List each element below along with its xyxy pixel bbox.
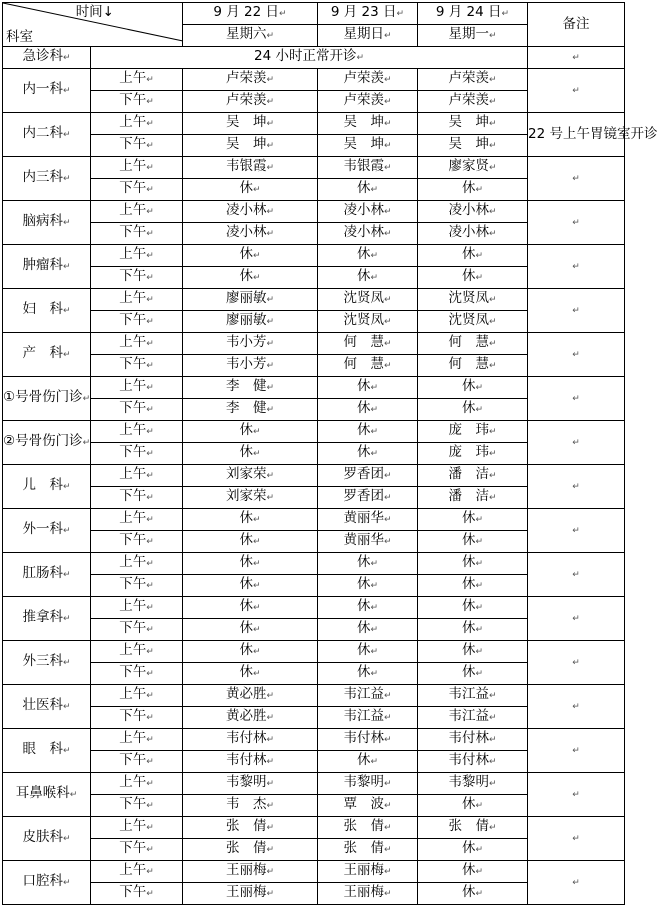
- time-slot-am: 上午↵: [91, 289, 183, 311]
- doctor-cell: 罗香团↵: [318, 487, 418, 509]
- doctor-cell: 卢荣羡↵: [183, 91, 318, 113]
- doctor-cell: 休↵: [418, 399, 528, 421]
- time-slot-pm: 下午↵: [91, 91, 183, 113]
- doctor-cell: 王丽梅↵: [183, 861, 318, 883]
- doctor-cell: 休↵: [418, 575, 528, 597]
- time-slot-am: 上午↵: [91, 69, 183, 91]
- doctor-cell: 沈贤凤↵: [318, 311, 418, 333]
- doctor-cell: 何 慧↵: [418, 355, 528, 377]
- remark-cell: ↵: [528, 421, 625, 465]
- doctor-cell: 休↵: [418, 883, 528, 905]
- time-slot-am: 上午↵: [91, 729, 183, 751]
- doctor-cell: 韦江益↵: [418, 685, 528, 707]
- doctor-cell: 休↵: [318, 399, 418, 421]
- dept-name: 外一科↵: [3, 509, 91, 553]
- doctor-cell: 休↵: [318, 553, 418, 575]
- emergency-dept: 急诊科↵: [3, 47, 91, 69]
- corner-room-label: 科室: [6, 29, 33, 45]
- doctor-cell: 卢荣羡↵: [418, 69, 528, 91]
- doctor-cell: 休↵: [318, 421, 418, 443]
- time-slot-am: 上午↵: [91, 157, 183, 179]
- doctor-cell: 廖丽敏↵: [183, 311, 318, 333]
- time-slot-pm: 下午↵: [91, 179, 183, 201]
- doctor-cell: 休↵: [318, 267, 418, 289]
- doctor-cell: 罗香团↵: [318, 465, 418, 487]
- doctor-cell: 何 慧↵: [418, 333, 528, 355]
- doctor-cell: 凌小林↵: [183, 201, 318, 223]
- emergency-note: ↵: [528, 47, 625, 69]
- doctor-cell: 休↵: [418, 839, 528, 861]
- remark-cell: ↵: [528, 509, 625, 553]
- dept-name: 眼 科↵: [3, 729, 91, 773]
- doctor-cell: 韦小芳↵: [183, 355, 318, 377]
- remark-cell: ↵: [528, 289, 625, 333]
- doctor-cell: 廖家贤↵: [418, 157, 528, 179]
- doctor-cell: 吴 坤↵: [418, 113, 528, 135]
- doctor-cell: 休↵: [318, 377, 418, 399]
- doctor-cell: 韦付林↵: [318, 729, 418, 751]
- doctor-cell: 黄必胜↵: [183, 685, 318, 707]
- doctor-cell: 休↵: [318, 575, 418, 597]
- time-slot-am: 上午↵: [91, 465, 183, 487]
- doctor-cell: 何 慧↵: [318, 355, 418, 377]
- table-row: [3, 465, 625, 487]
- time-slot-am: 上午↵: [91, 245, 183, 267]
- date-header-day2: 9 月 23 日↵: [318, 3, 418, 25]
- doctor-cell: 韦小芳↵: [183, 333, 318, 355]
- doctor-cell: 休↵: [318, 245, 418, 267]
- dept-name: 产 科↵: [3, 333, 91, 377]
- corner-time-label: 时间↓: [75, 4, 114, 20]
- remark-cell: 22 号上午胃镜室开诊: [528, 113, 625, 157]
- dept-name: ①号骨伤门诊↵: [3, 377, 91, 421]
- doctor-cell: 休↵: [418, 267, 528, 289]
- doctor-cell: 休↵: [418, 795, 528, 817]
- doctor-cell: 刘家荣↵: [183, 465, 318, 487]
- time-slot-am: 上午↵: [91, 773, 183, 795]
- remark-cell: ↵: [528, 597, 625, 641]
- remark-cell: ↵: [528, 157, 625, 201]
- time-slot-pm: 下午↵: [91, 839, 183, 861]
- doctor-cell: 休↵: [183, 663, 318, 685]
- time-slot-am: 上午↵: [91, 377, 183, 399]
- duty-schedule-table: [2, 2, 657, 905]
- table-row: [3, 157, 625, 179]
- doctor-cell: 覃 波↵: [318, 795, 418, 817]
- remark-cell: ↵: [528, 861, 625, 905]
- doctor-cell: 黄丽华↵: [318, 509, 418, 531]
- remark-cell: ↵: [528, 817, 625, 861]
- time-slot-pm: 下午↵: [91, 883, 183, 905]
- doctor-cell: 休↵: [418, 245, 528, 267]
- doctor-cell: 韦付林↵: [183, 751, 318, 773]
- doctor-cell: 休↵: [183, 245, 318, 267]
- time-slot-pm: 下午↵: [91, 751, 183, 773]
- time-slot-am: 上午↵: [91, 509, 183, 531]
- time-slot-am: 上午↵: [91, 861, 183, 883]
- doctor-cell: 韦付林↵: [183, 729, 318, 751]
- dept-name: 内一科↵: [3, 69, 91, 113]
- time-slot-am: 上午↵: [91, 553, 183, 575]
- doctor-cell: 凌小林↵: [418, 201, 528, 223]
- doctor-cell: 韦黎明↵: [418, 773, 528, 795]
- time-slot-pm: 下午↵: [91, 399, 183, 421]
- doctor-cell: 吴 坤↵: [318, 113, 418, 135]
- time-slot-pm: 下午↵: [91, 267, 183, 289]
- doctor-cell: 黄必胜↵: [183, 707, 318, 729]
- doctor-cell: 王丽梅↵: [183, 883, 318, 905]
- header-row: [3, 3, 625, 25]
- doctor-cell: 韦付林↵: [418, 729, 528, 751]
- dept-name: 壮医科↵: [3, 685, 91, 729]
- table-row: [3, 773, 625, 795]
- time-slot-am: 上午↵: [91, 685, 183, 707]
- table-row: [3, 553, 625, 575]
- time-slot-pm: 下午↵: [91, 707, 183, 729]
- remark-cell: ↵: [528, 377, 625, 421]
- doctor-cell: 休↵: [418, 179, 528, 201]
- table-row: [3, 509, 625, 531]
- doctor-cell: 韦江益↵: [318, 707, 418, 729]
- remark-cell: ↵: [528, 465, 625, 509]
- doctor-cell: 吴 坤↵: [183, 135, 318, 157]
- doctor-cell: 休↵: [418, 531, 528, 553]
- doctor-cell: 吴 坤↵: [183, 113, 318, 135]
- doctor-cell: 休↵: [418, 509, 528, 531]
- remark-cell: ↵: [528, 201, 625, 245]
- doctor-cell: 休↵: [183, 619, 318, 641]
- doctor-cell: 卢荣羡↵: [318, 69, 418, 91]
- doctor-cell: 休↵: [318, 641, 418, 663]
- doctor-cell: 卢荣羡↵: [183, 69, 318, 91]
- doctor-cell: 李 健↵: [183, 399, 318, 421]
- doctor-cell: 张 倩↵: [183, 839, 318, 861]
- doctor-cell: 卢荣羡↵: [418, 91, 528, 113]
- time-slot-am: 上午↵: [91, 597, 183, 619]
- doctor-cell: 休↵: [183, 421, 318, 443]
- remark-header: 备注: [528, 3, 625, 47]
- doctor-cell: 张 倩↵: [183, 817, 318, 839]
- table-row: [3, 333, 625, 355]
- doctor-cell: 休↵: [183, 509, 318, 531]
- doctor-cell: 沈贤凤↵: [418, 289, 528, 311]
- doctor-cell: 凌小林↵: [318, 223, 418, 245]
- doctor-cell: 刘家荣↵: [183, 487, 318, 509]
- date-header-day3: 9 月 24 日↵: [418, 3, 528, 25]
- doctor-cell: 休↵: [183, 641, 318, 663]
- doctor-cell: 休↵: [183, 267, 318, 289]
- doctor-cell: 凌小林↵: [318, 201, 418, 223]
- dept-name: 外三科↵: [3, 641, 91, 685]
- doctor-cell: 休↵: [418, 861, 528, 883]
- doctor-cell: 休↵: [318, 443, 418, 465]
- emergency-row: [3, 47, 625, 69]
- doctor-cell: 李 健↵: [183, 377, 318, 399]
- table-row: [3, 729, 625, 751]
- dept-name: 耳鼻喉科↵: [3, 773, 91, 817]
- doctor-cell: 卢荣羡↵: [318, 91, 418, 113]
- table-row: [3, 113, 625, 135]
- doctor-cell: 庞 玮↵: [418, 421, 528, 443]
- time-slot-am: 上午↵: [91, 201, 183, 223]
- time-slot-pm: 下午↵: [91, 663, 183, 685]
- doctor-cell: 韦黎明↵: [183, 773, 318, 795]
- table-row: [3, 861, 625, 883]
- time-slot-am: 上午↵: [91, 333, 183, 355]
- doctor-cell: 何 慧↵: [318, 333, 418, 355]
- doctor-cell: 凌小林↵: [418, 223, 528, 245]
- doctor-cell: 休↵: [318, 179, 418, 201]
- time-slot-am: 上午↵: [91, 641, 183, 663]
- doctor-cell: 休↵: [318, 751, 418, 773]
- dept-name: ②号骨伤门诊↵: [3, 421, 91, 465]
- remark-cell: ↵: [528, 553, 625, 597]
- weekday-header-day1: 星期六↵: [183, 25, 318, 47]
- dept-name: 皮肤科↵: [3, 817, 91, 861]
- time-slot-am: 上午↵: [91, 421, 183, 443]
- time-slot-pm: 下午↵: [91, 575, 183, 597]
- doctor-cell: 潘 洁↵: [418, 465, 528, 487]
- schedule-sheet: [2, 2, 657, 905]
- doctor-cell: 休↵: [183, 179, 318, 201]
- doctor-cell: 休↵: [183, 575, 318, 597]
- doctor-cell: 沈贤凤↵: [318, 289, 418, 311]
- time-slot-pm: 下午↵: [91, 223, 183, 245]
- doctor-cell: 张 倩↵: [318, 817, 418, 839]
- doctor-cell: 张 倩↵: [418, 817, 528, 839]
- doctor-cell: 休↵: [318, 597, 418, 619]
- doctor-cell: 休↵: [418, 377, 528, 399]
- doctor-cell: 韦江益↵: [418, 707, 528, 729]
- time-slot-am: 上午↵: [91, 817, 183, 839]
- dept-name: 推拿科↵: [3, 597, 91, 641]
- remark-cell: ↵: [528, 69, 625, 113]
- table-row: [3, 201, 625, 223]
- table-row: [3, 685, 625, 707]
- doctor-cell: 韦付林↵: [418, 751, 528, 773]
- doctor-cell: 休↵: [183, 597, 318, 619]
- doctor-cell: 休↵: [183, 531, 318, 553]
- dept-name: 口腔科↵: [3, 861, 91, 905]
- remark-cell: ↵: [528, 641, 625, 685]
- doctor-cell: 王丽梅↵: [318, 861, 418, 883]
- time-slot-pm: 下午↵: [91, 531, 183, 553]
- remark-cell: ↵: [528, 333, 625, 377]
- doctor-cell: 韦江益↵: [318, 685, 418, 707]
- doctor-cell: 韦黎明↵: [318, 773, 418, 795]
- time-slot-am: 上午↵: [91, 113, 183, 135]
- doctor-cell: 吴 坤↵: [318, 135, 418, 157]
- weekday-header-day3: 星期一↵: [418, 25, 528, 47]
- remark-cell: ↵: [528, 245, 625, 289]
- remark-cell: ↵: [528, 729, 625, 773]
- doctor-cell: 潘 洁↵: [418, 487, 528, 509]
- doctor-cell: 廖丽敏↵: [183, 289, 318, 311]
- weekday-header-day2: 星期日↵: [318, 25, 418, 47]
- doctor-cell: 休↵: [318, 663, 418, 685]
- table-row: [3, 377, 625, 399]
- remark-cell: ↵: [528, 773, 625, 817]
- time-slot-pm: 下午↵: [91, 487, 183, 509]
- time-slot-pm: 下午↵: [91, 443, 183, 465]
- dept-name: 妇 科↵: [3, 289, 91, 333]
- doctor-cell: 黄丽华↵: [318, 531, 418, 553]
- time-slot-pm: 下午↵: [91, 135, 183, 157]
- time-slot-pm: 下午↵: [91, 355, 183, 377]
- time-slot-pm: 下午↵: [91, 311, 183, 333]
- dept-name: 儿 科↵: [3, 465, 91, 509]
- doctor-cell: 休↵: [418, 663, 528, 685]
- doctor-cell: 休↵: [183, 553, 318, 575]
- doctor-cell: 休↵: [418, 597, 528, 619]
- emergency-hours: 24 小时正常开诊↵: [91, 47, 528, 69]
- table-row: [3, 245, 625, 267]
- doctor-cell: 休↵: [418, 553, 528, 575]
- table-row: [3, 597, 625, 619]
- doctor-cell: 韦银霞↵: [318, 157, 418, 179]
- table-row: [3, 289, 625, 311]
- time-slot-pm: 下午↵: [91, 795, 183, 817]
- doctor-cell: 王丽梅↵: [318, 883, 418, 905]
- doctor-cell: 休↵: [183, 443, 318, 465]
- doctor-cell: 韦银霞↵: [183, 157, 318, 179]
- doctor-cell: 张 倩↵: [318, 839, 418, 861]
- doctor-cell: 休↵: [418, 641, 528, 663]
- date-header-day1: 9 月 22 日↵: [183, 3, 318, 25]
- doctor-cell: 吴 坤↵: [418, 135, 528, 157]
- table-row: [3, 69, 625, 91]
- doctor-cell: 休↵: [418, 619, 528, 641]
- dept-name: 肛肠科↵: [3, 553, 91, 597]
- table-row: [3, 421, 625, 443]
- doctor-cell: 韦 杰↵: [183, 795, 318, 817]
- table-row: [3, 641, 625, 663]
- doctor-cell: 庞 玮↵: [418, 443, 528, 465]
- table-row: [3, 817, 625, 839]
- doctor-cell: 休↵: [318, 619, 418, 641]
- dept-name: 肿瘤科↵: [3, 245, 91, 289]
- header-corner-cell: [3, 3, 183, 47]
- dept-name: 内三科↵: [3, 157, 91, 201]
- time-slot-pm: 下午↵: [91, 619, 183, 641]
- doctor-cell: 凌小林↵: [183, 223, 318, 245]
- doctor-cell: 沈贤凤↵: [418, 311, 528, 333]
- dept-name: 脑病科↵: [3, 201, 91, 245]
- remark-cell: ↵: [528, 685, 625, 729]
- dept-name: 内二科↵: [3, 113, 91, 157]
